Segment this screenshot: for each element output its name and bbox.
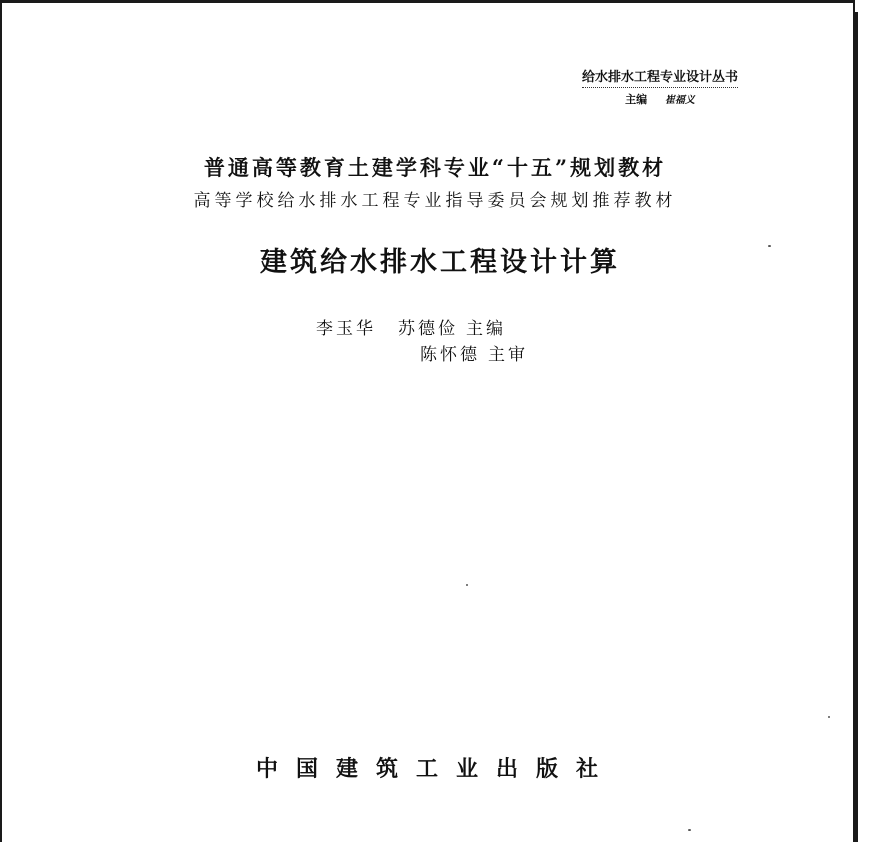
reviewer-role: 主审 (488, 345, 528, 365)
editor-role: 主编 (466, 319, 506, 339)
book-title: 建筑给水排水工程设计计算 (260, 247, 620, 278)
publisher-name: 中国建筑工业出版社 (255, 756, 616, 782)
author-block (316, 316, 528, 368)
series-editor-role: 主编 (625, 93, 648, 106)
editors-row (316, 316, 528, 342)
scan-corner (855, 0, 870, 12)
textbook-recommendation: 高等学校给水排水工程专业指导委员会规划推荐教材 (193, 191, 677, 211)
reviewer-row (316, 342, 528, 368)
series-editor-name: 崔福义 (664, 95, 695, 106)
scan-margin-right (858, 0, 870, 842)
reviewer-name: 陈怀德 (420, 345, 480, 365)
editor-name: 李玉华 (316, 319, 376, 339)
scan-edge-left (0, 0, 2, 842)
scan-speck (828, 716, 830, 718)
textbook-category: 普通高等教育土建学科专业“十五”规划教材 (203, 155, 667, 180)
series-header (530, 66, 790, 107)
series-title: 给水排水工程专业设计丛书 (582, 66, 738, 88)
scan-edge-top (0, 0, 855, 3)
editor-name: 苏德俭 (398, 319, 458, 339)
series-editor (530, 91, 790, 107)
scan-speck (466, 584, 468, 586)
scan-speck (688, 829, 691, 831)
